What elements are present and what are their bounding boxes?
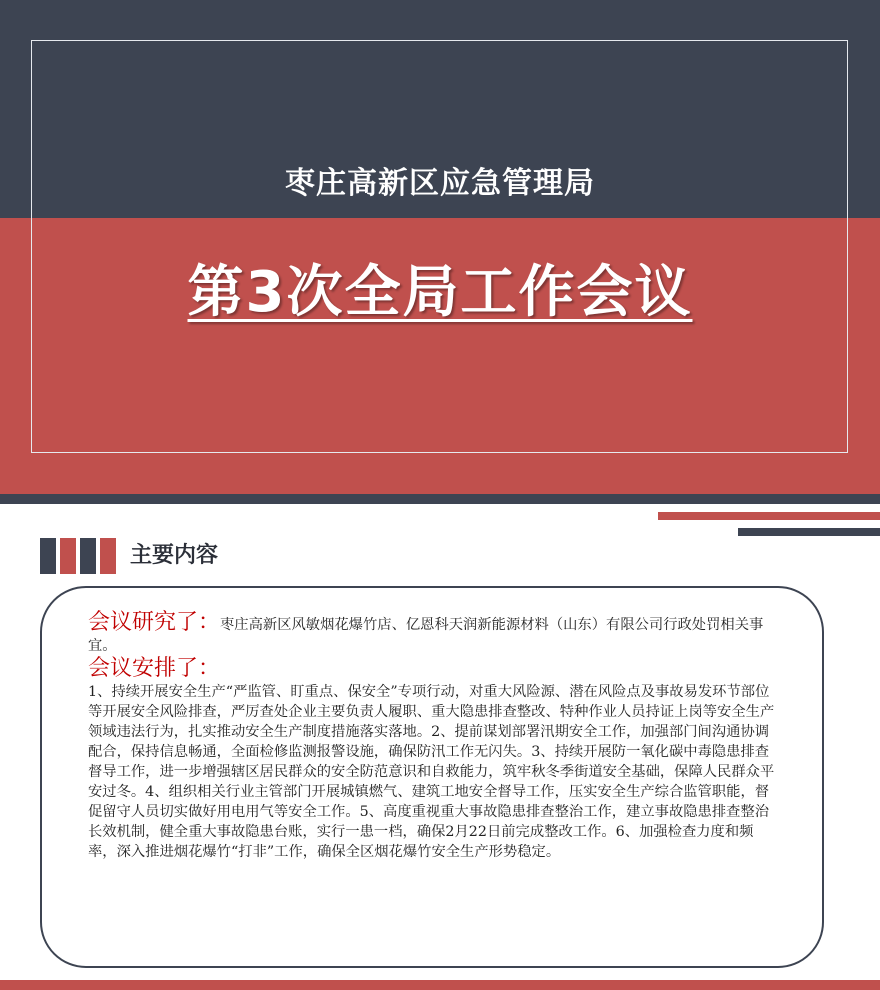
org-name: 枣庄高新区应急管理局 [285, 166, 595, 201]
arrangement-paragraph: 1、持续开展安全生产“严监管、盯重点、保安全”专项行动，对重大风险源、潜在风险点及事故易发环节部位等开展安全风险排查，严厉查处企业主要负责人履职、重大隐患排查整改、特种作业人员持证上岗等安全生产领域违法行为，扎实推动安全生产制度措施落实落地。2、提前谋划部署汛期安全工作，加强部门间沟通协调配合，保持信息畅通，全面检修监测报警设施，确保防汛工作无闪失。3、持续开展防一氧化碳中毒隐患排查督导工作，进一步增强辖区居民群众的安全防范意识和自救能力，筑牢秋冬季街道安全基础，保障人民群众平安过冬。4、组织相关行业主管部门开展城镇燃气、建筑工地安全督导工作，压实安全生产综合监管职能，督促留守人员切实做好用电用气等安全工作。5、高度重视重大事故隐患排查整治工作，建立事故隐患排查整治长效机制，健全重大事故隐患台账，实行一患一档，确保2月22日前完成整改工作。6、加强检查力度和频率，深入推进烟花爆竹“打非”工作，确保全区烟花爆竹安全生产形势稳定。 [88, 684, 775, 860]
header-frame [31, 40, 848, 453]
section-bar-1 [40, 538, 56, 574]
research-paragraph [88, 610, 778, 656]
research-label: 会议研究了： [88, 610, 221, 635]
arrangement-label-line [88, 656, 778, 682]
section-bar-4 [100, 538, 116, 574]
meeting-title-text: 第3次全局工作会议 [187, 260, 693, 325]
decor-stripe-red [658, 512, 880, 520]
content-text [88, 610, 778, 862]
arrangement-label: 会议安排了： [88, 656, 221, 681]
section-bar-2 [60, 538, 76, 574]
section-title: 主要内容 [130, 543, 219, 568]
research-text: 枣庄高新区风敏烟花爆竹店、亿恩科天润新能源材料（山东）有限公司行政处罚相关事宜。 [88, 617, 764, 654]
header-bottom-strip [0, 494, 880, 504]
decor-stripe-dark [738, 528, 880, 536]
section-bar-3 [80, 538, 96, 574]
footer-red-band [0, 980, 880, 990]
section-bars-icon [40, 538, 120, 574]
meeting-title [0, 248, 880, 328]
